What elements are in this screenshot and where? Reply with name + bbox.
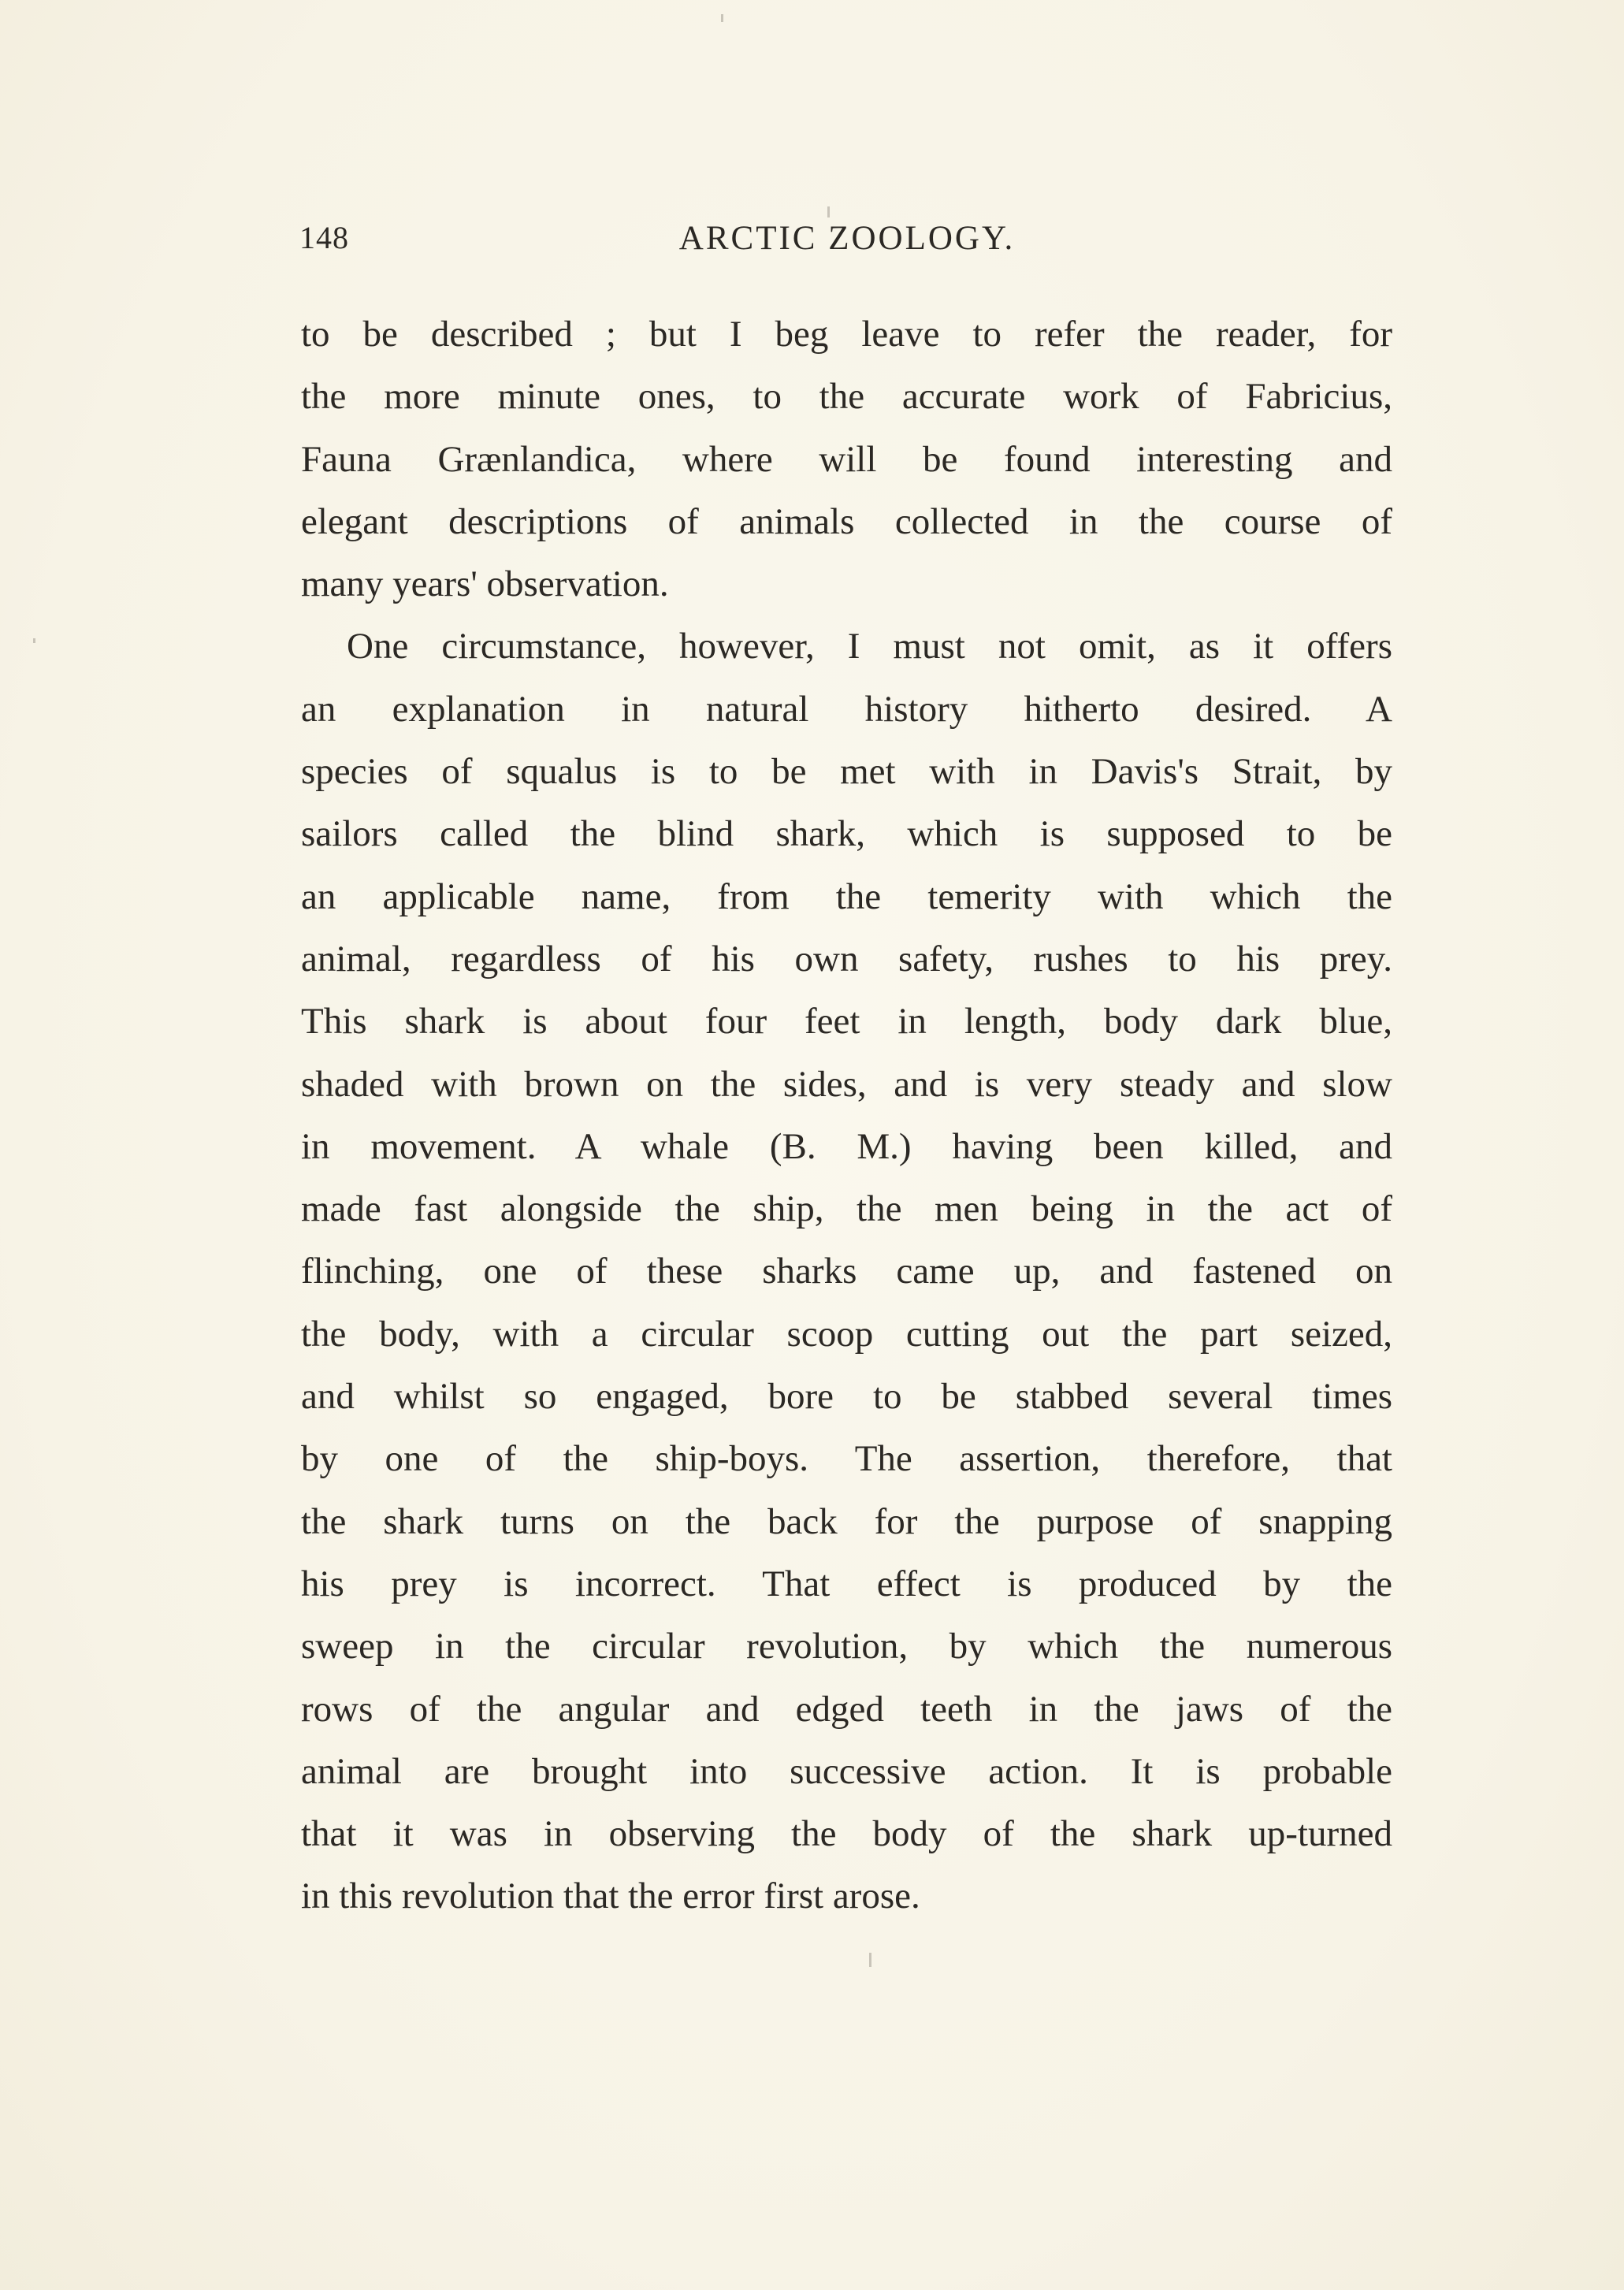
- text-line: to be described ; but I beg leave to refer the reader, for: [301, 314, 1392, 355]
- running-title: ARCTIC ZOOLOGY.: [678, 220, 1016, 257]
- text-line: an applicable name, from the temerity with which the: [301, 875, 1392, 917]
- text-line: This shark is about four feet in length, body dark blue,: [301, 1001, 1392, 1043]
- text-line: made fast alongside the ship, the men being in the act of: [301, 1188, 1392, 1230]
- paragraph-start-line: One circumstance, however, I must not omit, as it offers: [347, 626, 1392, 667]
- paper-speck: [869, 1953, 871, 1967]
- paper-speck: [33, 638, 35, 643]
- text-line: animal are brought into successive action. It is probable: [301, 1750, 1392, 1792]
- text-line: rows of the angular and edged teeth in the jaws of the: [301, 1688, 1392, 1730]
- text-line: the shark turns on the back for the purpose of snapping: [301, 1500, 1392, 1542]
- text-line: flinching, one of these sharks came up, and fastened on: [301, 1251, 1392, 1292]
- paper-speck: [721, 14, 723, 22]
- text-line: Fauna Grænlandica, where will be found interesting and: [301, 438, 1392, 480]
- text-line: the more minute ones, to the accurate work of Fabricius,: [301, 376, 1392, 418]
- text-line: animal, regardless of his own safety, rushes to his prey.: [301, 938, 1392, 980]
- paragraph-end-line: many years' observation.: [301, 563, 669, 605]
- text-line: by one of the ship-boys. The assertion, therefore, that: [301, 1438, 1392, 1480]
- text-line: and whilst so engaged, bore to be stabbed several times: [301, 1376, 1392, 1418]
- paper-speck: [827, 206, 830, 217]
- text-line: elegant descriptions of animals collected in the course of: [301, 500, 1392, 542]
- text-line: an explanation in natural history hitherto desired. A: [301, 688, 1392, 730]
- text-line: sailors called the blind shark, which is supposed to be: [301, 813, 1392, 855]
- text-line: his prey is incorrect. That effect is produced by the: [301, 1563, 1392, 1604]
- text-line: that it was in observing the body of the shark up-turned: [301, 1813, 1392, 1855]
- text-line: shaded with brown on the sides, and is very steady and slow: [301, 1063, 1392, 1105]
- text-line: the body, with a circular scoop cutting out the part seized,: [301, 1313, 1392, 1355]
- text-line: in movement. A whale (B. M.) having been killed, and: [301, 1125, 1392, 1167]
- paragraph-end-line: in this revolution that the error first arose.: [301, 1875, 920, 1917]
- text-line: species of squalus is to be met with in Davis's Strait, by: [301, 751, 1392, 793]
- text-line: sweep in the circular revolution, by which the numerous: [301, 1626, 1392, 1667]
- page-number: 148: [299, 220, 349, 255]
- running-head: [299, 219, 1395, 266]
- body-text: [301, 303, 1392, 1928]
